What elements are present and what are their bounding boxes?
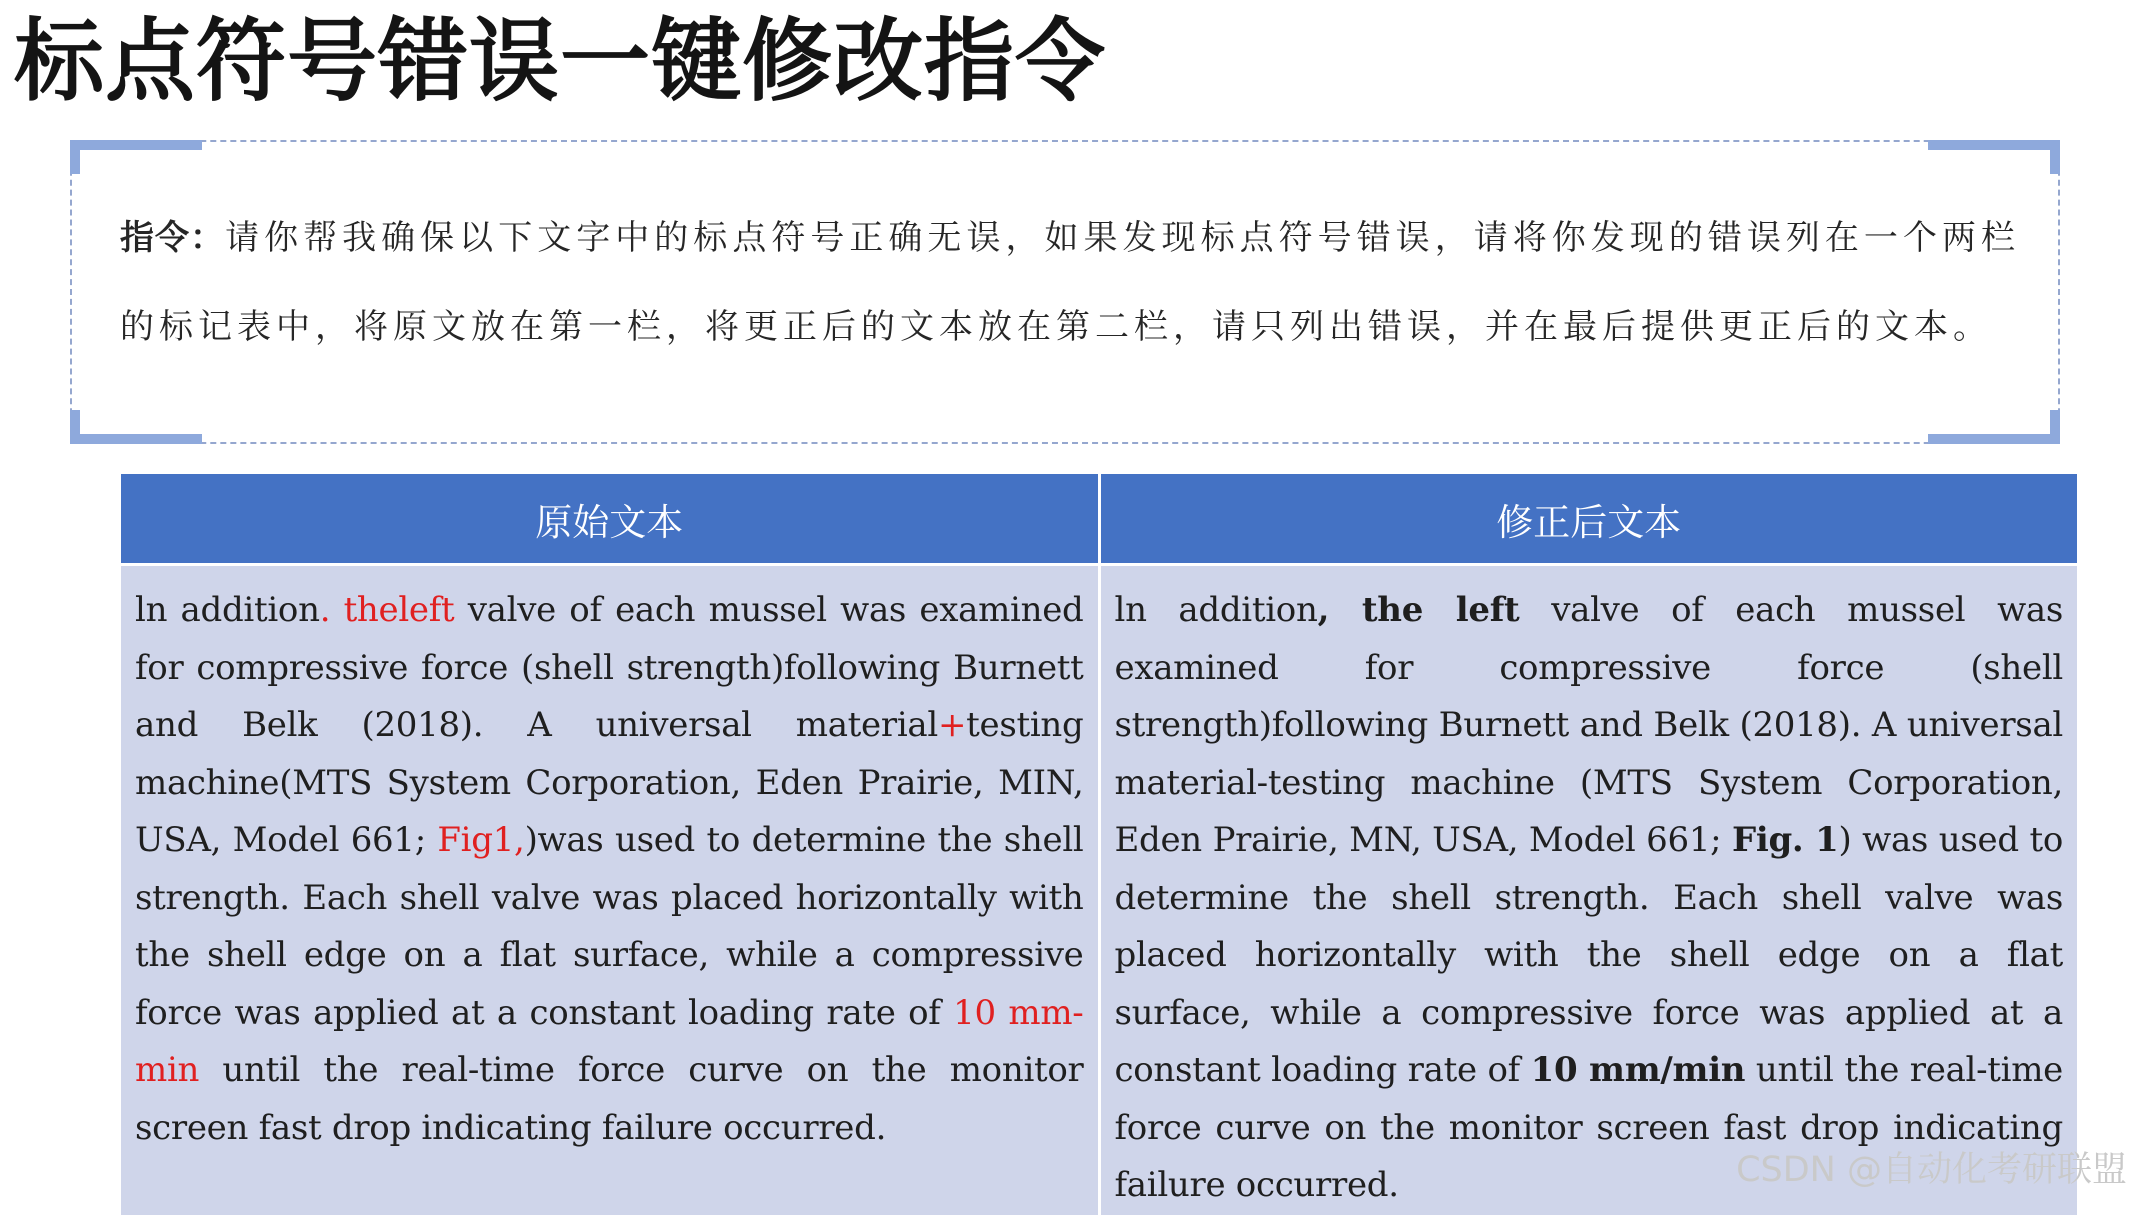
corner-accent	[70, 410, 80, 444]
watermark: CSDN @自动化考研联盟	[1736, 1150, 2127, 1190]
corner-accent	[70, 140, 202, 150]
text-segment: testing machine(MTS System Corporation, Eden Prairie, MIN, USA, Model 661;	[135, 705, 1084, 860]
text-segment: until the real-time force curve on the monitor screen fast drop indicating failure occurred.	[135, 1050, 1084, 1148]
original-text-cell	[121, 565, 1099, 1215]
instruction-body: 请你帮我确保以下文字中的标点符号正确无误，如果发现标点符号错误，请将你发现的错误列在一个两栏的标记表中，将原文放在第一栏，将更正后的文本放在第二栏，请只列出错误，并在最后提供更正后的文本。	[120, 218, 2020, 347]
header-original-text: 原始文本	[121, 474, 1099, 565]
header-corrected-text: 修正后文本	[1099, 474, 2077, 565]
error-highlight: 10 mm-min	[135, 992, 1084, 1090]
error-highlight: +	[937, 705, 967, 745]
page-title: 标点符号错误一键修改指令	[14, 9, 1106, 114]
text-segment: )was used to determine the shell strength. Each shell valve was placed horizontally with the shell edge on a flat surface, while a compressive force was applied at a constant loading rate of	[135, 820, 1084, 1033]
instruction-label: 指令：	[120, 218, 226, 258]
text-segment: ln addition	[1114, 590, 1318, 630]
text-segment: until the real-time force curve on the monitor screen fast drop indicating failure occurred.	[1114, 1050, 2064, 1205]
instruction-box	[70, 140, 2060, 444]
corner-accent	[70, 434, 202, 444]
text-segment: ) was used to determine the shell strength. Each shell valve was placed horizontally with the shell edge on a flat surface, while a compressive force was applied at a constant loading rate of	[1114, 820, 2063, 1090]
text-segment: ln addition	[135, 590, 320, 630]
error-highlight: Fig1,	[437, 820, 525, 860]
table-header-row	[121, 474, 2077, 565]
text-segment: valve of each mussel was examined for compressive force (shell strength)following Burnett and Belk (2018). A universal material	[135, 590, 1084, 745]
text-segment: valve of each mussel was examined for compressive force (shell strength)following Burnett and Belk (2018). A universal material-testing machine (MTS System Corporation, Eden Prairie, MN, USA, Model 661;	[1114, 590, 2063, 860]
comparison-table	[121, 474, 2077, 1215]
correction-highlight: , the left	[1317, 590, 1520, 630]
corner-accent	[2050, 410, 2060, 444]
correction-highlight: Fig. 1	[1731, 820, 1839, 860]
corner-accent	[2050, 140, 2060, 174]
error-highlight: . theleft	[319, 590, 455, 630]
corner-accent	[70, 140, 80, 174]
correction-highlight: 10 mm/min	[1530, 1050, 1746, 1090]
instruction-text	[120, 194, 2020, 372]
corner-accent	[1928, 434, 2060, 444]
table-row	[121, 565, 2077, 1215]
corrected-text-cell	[1099, 565, 2077, 1215]
corner-accent	[1928, 140, 2060, 150]
